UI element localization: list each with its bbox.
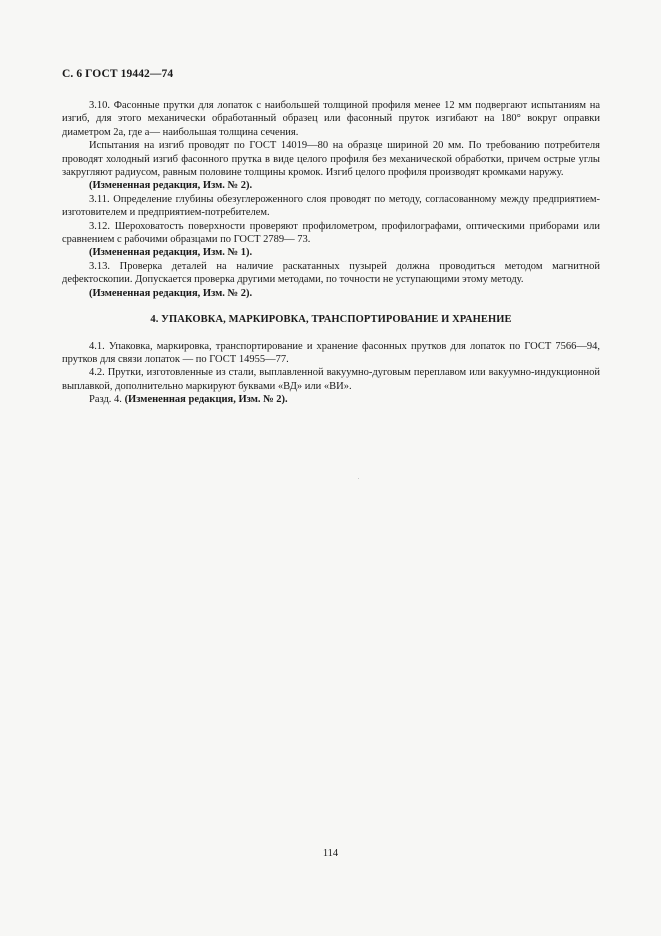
paragraph-4-2: 4.2. Прутки, изготовленные из стали, выплавленной вакуумно-дуговым переплавом или вакуумно-индукционной выплавкой, дополнительно маркируют буквами «ВД» или «ВИ». <box>62 367 600 392</box>
section-4-title: 4. УПАКОВКА, МАРКИРОВКА, ТРАНСПОРТИРОВАНИЕ И ХРАНЕНИЕ <box>150 314 512 326</box>
revision-note: (Измененная редакция, Изм. № 2). <box>124 394 288 406</box>
revision-note: (Измененная редакция, Изм. № 2). <box>89 180 253 192</box>
revision-note: (Измененная редакция, Изм. № 1). <box>89 247 253 259</box>
revision-note: (Измененная редакция, Изм. № 2). <box>89 287 253 299</box>
paragraph-4-1: 4.1. Упаковка, маркировка, транспортирование и хранение фасонных прутков для лопаток по ГОСТ 7566—94, прутков для связи лопаток — по ГОСТ 14955—77. <box>62 340 600 365</box>
paragraph-3-10: 3.10. Фасонные прутки для лопаток с наибольшей толщиной профиля менее 12 мм подвергают испытаниям на изгиб, для этого механически обработанный образец или фасонный пруток изгибают на 180° вокруг оправки диаметром 2а, где а— наибольшая толщина сечения. <box>62 100 600 138</box>
section-4-revision <box>62 393 600 406</box>
paragraph-3-12: 3.12. Шероховатость поверхности проверяют профилометром, профилографами, оптическими приборами или сравнением с рабочими образцами по ГОСТ 2789— 73. <box>62 220 600 246</box>
page-header: С. 6 ГОСТ 19442—74 <box>62 68 174 80</box>
paragraph-bend-test: Испытания на изгиб проводят по ГОСТ 14019—80 на образце шириной 20 мм. По требованию потребителя проводят холодный изгиб фасонного прутка в виде целого профиля без механической обработки, причем острые углы закругляют радиусом, равным половине толщины кромок. Изгиб целого профиля производят кромками наружу. <box>62 140 600 179</box>
scan-speck <box>358 478 359 479</box>
page-number: 114 <box>322 848 339 859</box>
paragraph-3-13: 3.13. Проверка деталей на наличие раскатанных пузырей должна проводиться методом магнитной дефектоскопии. Допускается проверка другими методами, по точности не уступающими этому методу. <box>62 260 600 286</box>
section-ref: Разд. 4. <box>89 394 122 406</box>
paragraph-3-11: 3.11. Определение глубины обезуглероженного слоя проводят по методу, согласованному между предприятием-изготовителем и предприятием-потребителем. <box>62 193 600 219</box>
document-body <box>62 99 600 407</box>
